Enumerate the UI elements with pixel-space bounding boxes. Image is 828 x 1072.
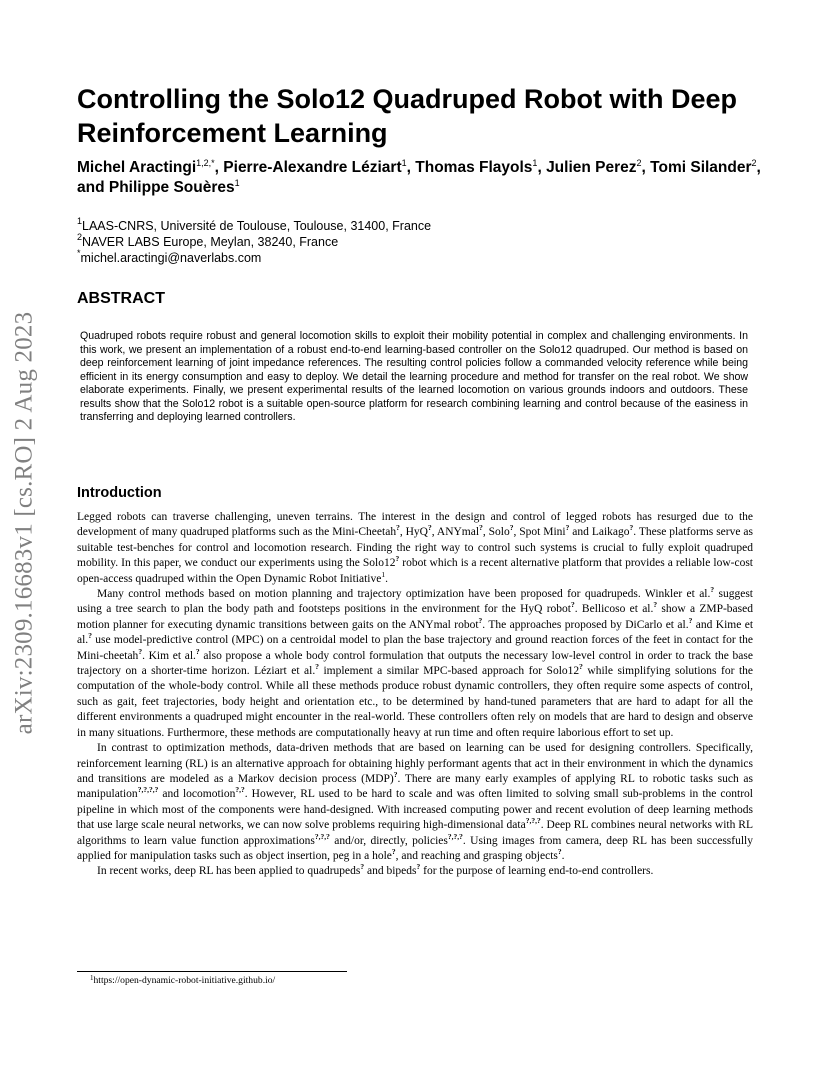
body-text: In contrast to optimization methods, data-driven methods that are based on learning can be used for designing controllers. Specifically, reinforcement learning (RL) is an alternative approach for obtaining highly performant agents that act in their environment in which the dynamics and transitions are modeled as a Markov decision process (MDP) [77,742,753,785]
body-text: , HyQ [399,526,428,539]
body-text: , Solo [482,526,510,539]
body-text: . However, RL used to be hard to scale and was often limited to solving small sub-problems in the control pipeline in which most of the components were hand-designed. With increased computing power and recent evolution of deep learning methods that use large scale neural networks, we can now solve problems requiring high-dimensional data [77,788,753,832]
abstract-text: Quadruped robots require robust and general locomotion skills to exploit their mobility potential in complex and challenging environments. In this work, we present an implementation of a robust end-to-end learning-based controller on the Solo12 quadruped. Our method is based on deep reinforcement learning of joint impedance references. The resulting control policies follow a commanded velocity reference while being efficient in its energy consumption and easy to deploy. We detail the learning procedure and method for transfer on the real robot. We show elaborate experiments. Finally, we present experimental results of the learned locomotion on various grounds indoors and outdoors. These results show that the Solo12 robot is a suitable open-source platform for research combining learning and control because of the easiness in transferring and deploying learned controllers. [80,330,748,423]
citation-marker: ?,? [235,785,245,795]
body-text: . These platforms serve as suitable test-benches for control and locomotion research. Finding the right way to control such systems is crucial to fully exploit quadruped mobility. In this paper, we conduct our experiments using the Solo12 [77,526,753,570]
author-affiliation-mark: 1,2,* [196,158,215,168]
citation-marker: ? [478,615,483,625]
citation-marker: ? [416,862,421,872]
body-text: and/or, directly, policies [329,834,448,847]
body-text: . [561,849,565,862]
body-text: and bipeds [364,865,417,878]
author-separator: , [537,159,547,176]
author-separator: , and [77,159,766,196]
author-list [77,158,767,198]
introduction-paragraph [77,587,753,741]
citation-marker: ? [138,646,143,656]
author-separator: , [641,159,651,176]
body-text: . Bellicoso et al. [574,603,654,616]
body-text: for the purpose of learning end-to-end controllers. [420,865,654,878]
author-name: Thomas Flayols [415,159,533,176]
author-affiliation-mark: 1 [401,158,407,168]
body-text: . Kim et al. [142,649,196,662]
citation-marker: ?,?,? [525,816,541,826]
footnote-reference: 1 [381,569,386,579]
affiliation [77,234,767,250]
citation-marker: ? [565,523,570,533]
author-name: Philippe Souères [108,179,235,196]
arxiv-identifier [4,288,44,758]
introduction-paragraph [77,741,753,864]
introduction-body [77,510,753,880]
body-text: robot which is a recent alternative platform that provides a reliable low-cost open-access quadruped within the Open Dynamic Robot Initiative [77,557,753,585]
affiliation-mark: * [77,248,81,258]
citation-marker: ? [391,846,396,856]
footnote [90,975,275,987]
body-text: and Laikago [569,526,630,539]
author-name: Pierre-Alexandre Léziart [223,159,402,176]
body-text: . [385,572,388,585]
citation-marker: ? [393,769,398,779]
author-name: Julien Perez [546,159,637,176]
introduction-paragraph [77,510,753,587]
affiliation-list [77,218,767,266]
citation-marker: ? [710,585,715,595]
affiliation-text: NAVER LABS Europe, Meylan, 38240, France [82,235,339,249]
citation-marker: ? [195,646,200,656]
citation-marker: ? [579,662,583,672]
citation-marker: ? [653,600,658,610]
body-text: suggest using a tree search to plan the body path and footsteps positions in the environment for the HyQ robot [77,588,753,616]
citation-marker: ? [396,523,400,533]
footnote-marker: 1 [90,974,94,982]
body-text: . Deep RL combines neural networks with RL algorithms to learn value function approximations [77,819,753,847]
body-text: also propose a whole body control formulation that outputs the necessary low-level control in order to track the base trajectory on a shorter-time horizon. Léziart et al. [77,649,753,678]
body-text: . There are many early examples of applying RL to robotic tasks such as manipulation [77,772,754,801]
body-text: . The approaches proposed by DiCarlo et al. [482,618,689,631]
body-text: and Kime et al. [77,618,754,647]
paper-title: Controlling the Solo12 Quadruped Robot with Deep Reinforcement Learning [77,84,737,148]
affiliation [77,250,767,266]
introduction-heading: Introduction [77,485,162,501]
author-affiliation-mark: 1 [532,158,538,168]
author-affiliation-mark: 1 [234,178,240,188]
affiliation-mark: 1 [77,216,83,226]
body-text: . Using images from camera, deep RL has been successfully applied for manipulation tasks such as object insertion, peg in a hole [77,834,753,862]
body-text: use model-predictive control (MPC) on a centroidal model to plan the base trajectory and ground reaction forces of the feet in contact for the Mini-cheetah [77,634,753,662]
body-text: In recent works, deep RL has been applied to quadrupeds [97,865,361,878]
citation-marker: ? [360,862,365,872]
citation-marker: ?,?,? [447,831,463,841]
citation-marker: ? [688,615,693,625]
body-text: , ANYmal [431,526,480,539]
footnote-text: https://open-dynamic-robot-initiative.github.io/ [93,975,276,986]
body-text: implement a similar MPC-based approach for Solo12 [318,665,580,678]
footnote-rule [77,971,347,972]
body-text: , and reaching and grasping objects [395,849,558,862]
author-separator: , [406,159,416,176]
citation-marker: ? [479,523,483,533]
abstract-heading: ABSTRACT [77,290,165,307]
author-name: Michel Aractingi [77,159,197,176]
affiliation-mark: 2 [77,232,83,242]
body-text: Many control methods based on motion planning and trajectory optimization have been proposed for quadrupeds. Winkler et al. [97,588,711,601]
arxiv-identifier-text: arXiv:2309.16683v1 [cs.RO] 2 Aug 2023 [10,311,37,735]
citation-marker: ? [629,523,634,533]
affiliation-text: LAAS-CNRS, Université de Toulouse, Toulouse, 31400, France [82,219,432,233]
body-text: while simplifying solutions for the computation of the whole-body control. While all these methods produce robust dynamic controllers, they often require some aspects of control, such as gait, feet trajectories, body height and orientation etc., to be determined by hand-tuned parameters that are hard to adapt for all the different environments a quadruped might encounter in the real-world. These controllers often rely on models that are hard to design and observe in many situations. Furthermore, these methods are computationally heavy at run time and often require laborious effort to set up. [77,665,753,739]
citation-marker: ? [509,523,514,533]
citation-marker: ?,?,? [314,831,330,841]
author-affiliation-mark: 2 [636,158,642,168]
affiliation [77,218,767,234]
body-text: and locomotion [158,788,236,801]
body-text: Legged robots can traverse challenging, uneven terrains. The interest in the design and control of legged robots has resurged due to the development of many quadruped platforms such as the Mini-Cheetah [77,511,753,539]
citation-marker: ? [395,554,400,564]
citation-marker: ?,?,?,? [137,785,159,795]
citation-marker: ? [88,631,92,641]
author-separator: , [214,159,224,176]
citation-marker: ? [571,600,575,610]
body-text: show a ZMP-based motion planner for executing dynamic transitions between gaits on the ANYmal robot [77,603,753,631]
citation-marker: ? [557,846,562,856]
body-text: , Spot Mini [513,526,566,539]
author-name: Tomi Silander [650,159,752,176]
introduction-paragraph [77,864,753,879]
citation-marker: ? [427,523,432,533]
citation-marker: ? [315,662,319,672]
affiliation-text: michel.aractingi@naverlabs.com [80,251,262,265]
author-affiliation-mark: 2 [751,158,757,168]
